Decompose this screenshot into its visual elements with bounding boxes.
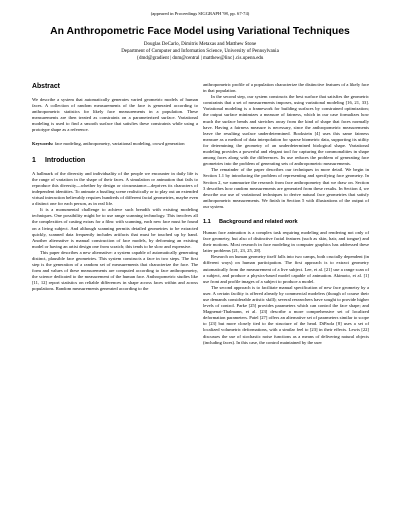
keywords-label: Keywords: bbox=[32, 140, 54, 146]
intro-paragraph-3: This paper describes a new alternative: a system capable of automatically generating distinct, plausible face geometries. This system constructs a face in two steps. The first step is the generation of a random set of measurements that characterize the face. The form and values of these measurements are computed according to face anthropometry, the science dedicated to the measurement of the human face. Anthropometric studies like [11, 12] report statistics on reliable differences in shape across faces within and across populations. Random measurements generated according to the bbox=[32, 249, 198, 292]
left-column bbox=[32, 82, 198, 293]
abstract-heading: Abstract bbox=[32, 83, 60, 90]
right-paragraph-3: The remainder of the paper describes our techniques in more detail. We begin in Section 1.1 by introducing the problem of representing and specifying face geometry. In Section 2, we summarize the research from face anthropometry that we draw on. Section 3 describes how random measurements are generated from these results. In Section 4, we describe our use of variational techniques to derive natural face geometries that satisfy anthropometric measurements. We finish in Section 5 with illustrations of the output of our system. bbox=[203, 167, 369, 209]
subsection-heading bbox=[203, 218, 369, 226]
subsection-number: 1.1 bbox=[203, 218, 211, 225]
keywords-line bbox=[32, 141, 198, 147]
keywords-text: face modeling, anthropometry, variational modeling, crowd generation bbox=[54, 140, 185, 146]
intro-paragraph-1: A hallmark of the diversity and individuality of the people we encounter in daily life is the range of variation in the shape of their faces. A simulation or animation that fails to reproduce this diversity—whether by design or circumstance—deprives its characters of independent identities. To animate a bustling scene realistically or to play out an extended virtual interaction believably requires hundreds of different facial geometries, maybe even a distinct one for each person, as in real life. bbox=[32, 170, 198, 207]
abstract-paragraph: We describe a system that automatically generates varied geometric models of human faces. A collection of random measurements of the face is generated according to anthropometric statistics for likely face measurements in a population. These measurements are then treated as constraints on a parameterized surface. Variational modeling is used to find a smooth surface that satisfies these constraints while using a prototype shape as a reference. bbox=[32, 97, 198, 133]
right-paragraph-1: anthropometric profile of a population characterize the distinctive features of a likely face in that population. bbox=[203, 82, 369, 94]
author-names: Douglas DeCarlo, Dimitris Metaxas and Matthew Stone bbox=[143, 42, 257, 47]
section-number: 1 bbox=[32, 156, 36, 164]
author-block bbox=[0, 42, 400, 62]
right-paragraph-2: In the second step, our system constructs the best surface that satisfies the geometric constraints that a set of measurements imposes, using variational modeling [16, 21, 33]. Variational modeling is a framework for building surfaces by constrained optimization; the output surface minimizes a measure of fairness, which in our case formalizes how much the surface bends and stretches away from the kind of shape that faces normally have. Having a fairness measure is necessary, since the anthropometric measurements leave the resulting surface underdetermined. Bookstein [4] uses this same fairness measure as a method of data interpolation for sparse biometric data, supporting its utility for determining the geometry of an underdetermined biological shape. Variational modeling provides a powerful and elegant tool for capturing the commonalities in shape among faces along with the differences. Its use reduces the problem of generating face geometries into the problem of generating sets of anthropometric measurements. bbox=[203, 94, 369, 167]
right-column bbox=[203, 82, 369, 346]
proceedings-note: (appeared in Proceedings SIGGRAPH '98, pp. 67-74) bbox=[150, 11, 250, 16]
right-paragraph-6: The second approach is to facilitate manual specification of new face geometry by a user. A certain facility is offered already by commercial modelers (though of course their use demands considerable artistic skill); several researchers have sought to provide higher levels of control. Parke [25] provides parameters which can control the face shape; and Magnenat-Thalmann, et al. [23] describe a more comprehensive set of localized deformation parameters. Patel [27] offers an alternative set of parameters similar to scope to [23] but more closely tied to the structure of the head. DiPaola [8] uses a set of localized volumetric deformations, with a similar feel to [23] in their effects. Lewis [22] discusses the use of stochastic noise functions as a means of delivering natural objects (including faces). In this case, the control maintained by the user bbox=[203, 284, 369, 345]
right-paragraph-4: Human face animation is a complex task requiring modeling and rendering not only of face geometry, but also of distinctive facial features (such as skin, hair, and tongue) and their motions. Most research in face modeling in computer graphics has addressed these latter problems [21, 23, 25, 28]. bbox=[203, 229, 369, 254]
section-title: Introduction bbox=[45, 156, 86, 164]
author-affiliation: Department of Computer and Information Science, University of Pennsylvania bbox=[121, 48, 279, 54]
paper-title: An Anthropometric Face Model using Variational Techniques bbox=[50, 26, 350, 37]
subsection-title: Background and related work bbox=[219, 218, 298, 225]
intro-paragraph-2: It is a monumental challenge to achieve such breadth with existing modeling techniques. One possibility might be to use range scanning technology. This involves all the complexities of casting extras for a film: with scanning, each new face must be found on a living subject. And although scanning permits detailed geometries to be extracted quickly, scanned data frequently includes artifacts that must be touched up by hand. Another alternative is manual construction of face models, by deforming an existing model or having an artist design one from scratch; this tends to be slow and expensive. bbox=[32, 207, 198, 249]
author-emails: {dmd@gradient | dnm@central | matthew@linc}.cis.upenn.edu bbox=[136, 55, 264, 61]
introduction-heading bbox=[32, 156, 198, 165]
right-paragraph-5: Research on human geometry itself falls into two camps, both crucially dependent (in different ways) on human participation. The first approach is to extract geometry automatically from the measurement of a live subject. Lee, et al. [21] use a range scan of a subject, and produce a physics-based model capable of animation. Akimoto, et al. [1] use front and profile images of a subject to produce a model. bbox=[203, 254, 369, 284]
